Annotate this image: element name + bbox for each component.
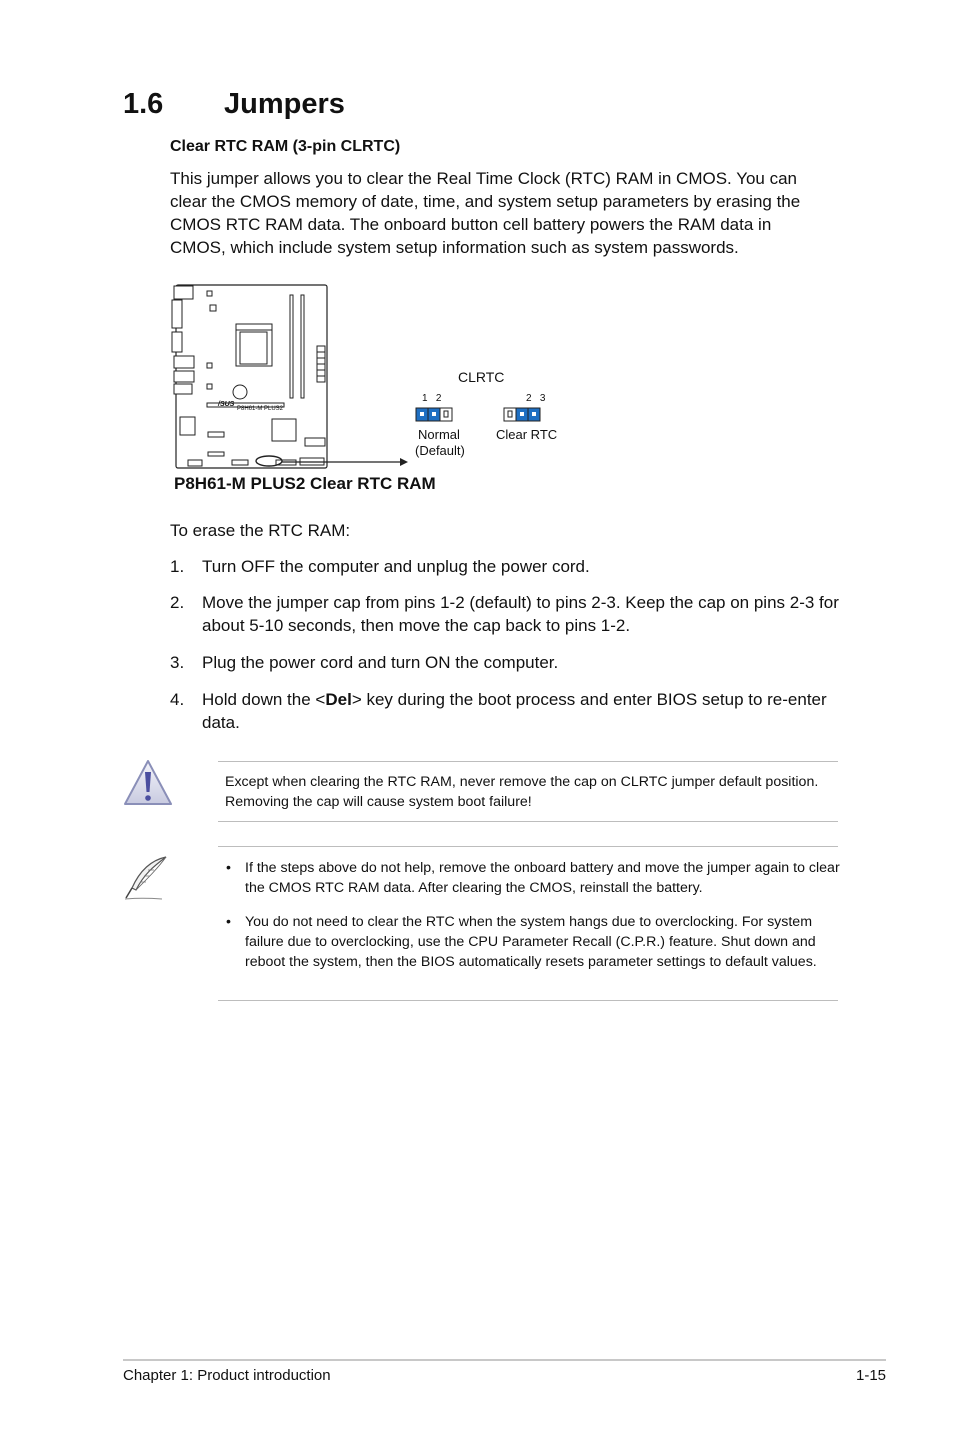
subheading: Clear RTC RAM (3-pin CLRTC) xyxy=(170,138,401,155)
clrtc-diagram xyxy=(170,280,620,470)
normal-label: Normal xyxy=(418,427,460,442)
clear-pin-numbers: 2 3 xyxy=(526,393,546,404)
section-number: 1.6 xyxy=(123,88,164,120)
step-number: 4. xyxy=(170,690,185,709)
description-paragraph: This jumper allows you to clear the Real Time Clock (RTC) RAM in CMOS. You can clear the CMOS memory of date, time, and system setup parameters by erasing the CMOS RTC RAM data. The onboard button cell battery powers the RAM data in CMOS, which include system setup information such as system passwords. xyxy=(170,169,801,257)
warning-text: Except when clearing the RTC RAM, never remove the cap on CLRTC jumper default position. Removing the cap will cause system boot failure! xyxy=(225,774,819,810)
brand-logo: /SUS xyxy=(218,401,235,408)
footer-chapter: Chapter 1: Product introduction xyxy=(123,1367,331,1384)
section-title: Jumpers xyxy=(224,88,345,120)
del-key: Del xyxy=(325,690,352,709)
step-text-before: Hold down the < xyxy=(202,690,326,709)
bullet-dot: • xyxy=(226,860,231,876)
default-label: (Default) xyxy=(415,443,465,458)
step-number: 1. xyxy=(170,557,185,576)
warning-bottom-rule xyxy=(218,821,838,822)
step-text xyxy=(202,688,842,734)
step-text-after: > key during the boot process and enter BIOS setup to re-enter data. xyxy=(202,690,827,732)
figure-caption: P8H61-M PLUS2 Clear RTC RAM xyxy=(174,474,436,493)
bullet-dot: • xyxy=(226,914,231,930)
warning-top-rule xyxy=(218,761,838,762)
page-number: 1-15 xyxy=(856,1367,887,1384)
warning-triangle-icon xyxy=(122,758,174,808)
procedure-intro: To erase the RTC RAM: xyxy=(170,521,351,540)
note-bottom-rule xyxy=(218,1000,838,1001)
step-number: 3. xyxy=(170,653,185,672)
step-text: Plug the power cord and turn ON the computer. xyxy=(202,653,559,672)
footer-rule xyxy=(123,1359,886,1361)
normal-pin-numbers: 1 2 xyxy=(422,393,442,404)
clear-rtc-label: Clear RTC xyxy=(496,427,558,442)
board-label: P8H61-M PLUS2 xyxy=(237,406,284,412)
note-text-1: If the steps above do not help, remove the onboard battery and move the jumper again to clear the CMOS RTC RAM data. After clearing the CMOS, reinstall the battery. xyxy=(245,860,840,896)
note-top-rule xyxy=(218,846,838,847)
step-text: Move the jumper cap from pins 1-2 (default) to pins 2-3. Keep the cap on pins 2-3 for about 5-10 seconds, then move the cap back to pins 1-2. xyxy=(202,593,839,635)
step-number: 2. xyxy=(170,593,185,612)
feather-pen-icon xyxy=(122,854,170,902)
note-text-2: You do not need to clear the RTC when the system hangs due to overclocking. For system failure due to overclocking, use the CPU Parameter Recall (C.P.R.) feature. Shut down and reboot the system, then the BIOS automatically resets parameter settings to default values. xyxy=(245,914,817,970)
step-text: Turn OFF the computer and unplug the power cord. xyxy=(202,557,590,576)
clrtc-header-label: CLRTC xyxy=(458,369,505,385)
